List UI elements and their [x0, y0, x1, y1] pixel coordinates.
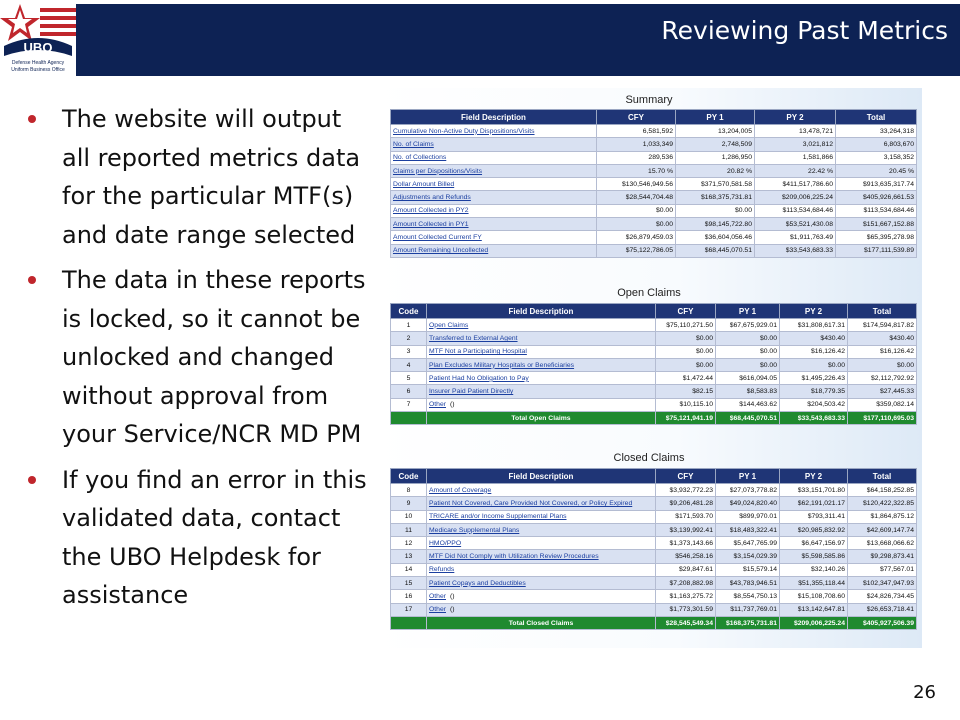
- value-cell: $0.00: [656, 345, 716, 358]
- field-description-cell: [427, 563, 656, 576]
- field-link[interactable]: Amount Collected Current FY: [391, 231, 597, 244]
- total-value: $75,121,941.19: [656, 412, 716, 425]
- value-cell: 13,478,721: [755, 125, 836, 138]
- value-cell: $15,108,708.60: [780, 590, 848, 603]
- column-header: PY 2: [780, 304, 848, 319]
- open-claims-table: [390, 303, 917, 425]
- table-row: [391, 537, 917, 550]
- table-row: [391, 497, 917, 510]
- code-cell: 5: [391, 372, 427, 385]
- total-value: $177,110,695.03: [848, 412, 917, 425]
- other-suffix: (): [450, 593, 455, 601]
- column-header: Code: [391, 304, 427, 319]
- table-row: [391, 577, 917, 590]
- value-cell: $102,347,947.93: [848, 577, 917, 590]
- field-description-cell: [427, 577, 656, 590]
- value-cell: $1,472.44: [656, 372, 716, 385]
- value-cell: $0.00: [716, 358, 780, 371]
- table-row: [391, 345, 917, 358]
- value-cell: $0.00: [676, 204, 755, 217]
- value-cell: $1,163,275.72: [656, 590, 716, 603]
- field-link[interactable]: Patient Copays and Deductibles: [429, 579, 526, 587]
- field-link[interactable]: Transferred to External Agent: [429, 334, 518, 342]
- empty-cell: [391, 616, 427, 629]
- table-row: [391, 151, 917, 164]
- bullet-item: The data in these reports is locked, so it cannot be unlocked and changed without approval from your Service/NCR MD PM: [28, 261, 373, 454]
- total-value: $209,006,225.24: [780, 616, 848, 629]
- bullet-item: The website will output all reported metrics data for the particular MTF(s) and date range selected: [28, 100, 373, 254]
- value-cell: $8,554,750.13: [716, 590, 780, 603]
- bullet-dot-icon: [28, 115, 36, 123]
- value-cell: $65,395,278.98: [836, 231, 917, 244]
- total-row: [391, 412, 917, 425]
- field-link[interactable]: Patient Not Covered, Care Provided Not Covered, or Policy Expired: [429, 499, 633, 507]
- table-row: [391, 385, 917, 398]
- code-cell: 6: [391, 385, 427, 398]
- code-cell: 12: [391, 537, 427, 550]
- field-description-cell: [427, 372, 656, 385]
- value-cell: $151,667,152.88: [836, 218, 917, 231]
- value-cell: $68,445,070.51: [676, 244, 755, 257]
- value-cell: 3,021,812: [755, 138, 836, 151]
- summary-table: [390, 109, 917, 258]
- value-cell: 1,581,866: [755, 151, 836, 164]
- field-link[interactable]: Plan Excludes Military Hospitals or Beneficiaries: [429, 361, 575, 369]
- total-value: $68,445,070.51: [716, 412, 780, 425]
- value-cell: $75,122,786.05: [597, 244, 676, 257]
- value-cell: $28,544,704.48: [597, 191, 676, 204]
- field-link[interactable]: Open Claims: [429, 321, 469, 329]
- code-cell: 13: [391, 550, 427, 563]
- empty-cell: [391, 412, 427, 425]
- value-cell: $913,635,317.74: [836, 178, 917, 191]
- value-cell: $77,567.01: [848, 563, 917, 576]
- value-cell: $0.00: [716, 345, 780, 358]
- field-link[interactable]: Other: [429, 401, 446, 409]
- field-description-cell: [427, 510, 656, 523]
- value-cell: $5,598,585.86: [780, 550, 848, 563]
- field-link[interactable]: Dollar Amount Billed: [391, 178, 597, 191]
- field-link[interactable]: Amount of Coverage: [429, 486, 492, 494]
- value-cell: $26,879,459.03: [597, 231, 676, 244]
- total-value: $405,927,506.39: [848, 616, 917, 629]
- total-label: Total Open Claims: [427, 412, 656, 425]
- value-cell: $27,073,778.82: [716, 484, 780, 497]
- field-description-cell: [427, 484, 656, 497]
- svg-text:UBO: UBO: [23, 40, 53, 55]
- field-link[interactable]: Insurer Paid Patient Directly: [429, 388, 514, 396]
- field-description-cell: [427, 550, 656, 563]
- value-cell: $3,154,029.39: [716, 550, 780, 563]
- slide-title: Reviewing Past Metrics: [661, 16, 948, 45]
- table-row: [391, 550, 917, 563]
- value-cell: $1,864,875.12: [848, 510, 917, 523]
- value-cell: 6,803,670: [836, 138, 917, 151]
- value-cell: $0.00: [716, 332, 780, 345]
- value-cell: $29,847.61: [656, 563, 716, 576]
- value-cell: $0.00: [780, 358, 848, 371]
- column-header: Total: [836, 110, 917, 125]
- field-description-cell: [427, 319, 656, 332]
- value-cell: $5,647,765.99: [716, 537, 780, 550]
- value-cell: $33,151,701.80: [780, 484, 848, 497]
- column-header: PY 1: [676, 110, 755, 125]
- value-cell: $67,675,929.01: [716, 319, 780, 332]
- code-cell: 3: [391, 345, 427, 358]
- field-description-cell: [427, 603, 656, 616]
- value-cell: $204,503.42: [780, 398, 848, 411]
- bullet-dot-icon: [28, 276, 36, 284]
- field-link[interactable]: MTF Not a Participating Hospital: [429, 348, 527, 356]
- field-description-cell: [427, 358, 656, 371]
- summary-title: Summary: [625, 94, 673, 106]
- code-cell: 10: [391, 510, 427, 523]
- value-cell: $3,932,772.23: [656, 484, 716, 497]
- field-link[interactable]: No. of Collections: [391, 151, 597, 164]
- closed-claims-table: [390, 468, 917, 630]
- code-cell: 4: [391, 358, 427, 371]
- column-header: Field Description: [391, 110, 597, 125]
- column-header: CFY: [656, 304, 716, 319]
- value-cell: $75,110,271.50: [656, 319, 716, 332]
- code-cell: 15: [391, 577, 427, 590]
- field-link[interactable]: Medicare Supplemental Plans: [429, 526, 520, 534]
- table-row: [391, 603, 917, 616]
- value-cell: 15.70 %: [597, 164, 676, 177]
- column-header: PY 1: [716, 304, 780, 319]
- open-claims-title: Open Claims: [617, 287, 681, 299]
- field-link[interactable]: TRICARE and/or Income Supplemental Plans: [429, 513, 567, 521]
- value-cell: $171,593.70: [656, 510, 716, 523]
- field-link[interactable]: Other: [429, 593, 446, 601]
- value-cell: $411,517,786.60: [755, 178, 836, 191]
- value-cell: $0.00: [848, 358, 917, 371]
- table-row: [391, 244, 917, 257]
- field-link[interactable]: Amount Remaining Uncollected: [391, 244, 597, 257]
- table-row: [391, 125, 917, 138]
- value-cell: $0.00: [597, 218, 676, 231]
- code-cell: 2: [391, 332, 427, 345]
- column-header: Field Description: [427, 304, 656, 319]
- total-value: $28,545,549.34: [656, 616, 716, 629]
- value-cell: $174,594,817.82: [848, 319, 917, 332]
- other-suffix: (): [450, 606, 455, 614]
- field-link[interactable]: Claims per Dispositions/Visits: [391, 164, 597, 177]
- value-cell: $793,311.41: [780, 510, 848, 523]
- value-cell: $64,158,252.85: [848, 484, 917, 497]
- value-cell: $24,826,734.45: [848, 590, 917, 603]
- field-description-cell: [427, 523, 656, 536]
- table-row: [391, 523, 917, 536]
- table-row: [391, 218, 917, 231]
- value-cell: $36,604,056.46: [676, 231, 755, 244]
- value-cell: $430.40: [848, 332, 917, 345]
- value-cell: 20.45 %: [836, 164, 917, 177]
- table-row: [391, 590, 917, 603]
- column-header: PY 1: [716, 469, 780, 484]
- value-cell: $49,024,820.40: [716, 497, 780, 510]
- value-cell: $13,142,647.81: [780, 603, 848, 616]
- total-row: [391, 616, 917, 629]
- value-cell: $98,145,722.80: [676, 218, 755, 231]
- value-cell: 6,581,592: [597, 125, 676, 138]
- value-cell: $18,779.35: [780, 385, 848, 398]
- value-cell: $113,534,684.46: [836, 204, 917, 217]
- value-cell: $8,583.83: [716, 385, 780, 398]
- value-cell: $209,006,225.24: [755, 191, 836, 204]
- column-header: Field Description: [427, 469, 656, 484]
- table-row: [391, 231, 917, 244]
- field-link[interactable]: HMO/PPO: [429, 539, 462, 547]
- table-row: [391, 372, 917, 385]
- slide-header: [0, 0, 960, 76]
- bullet-dot-icon: [28, 476, 36, 484]
- ubo-logo: [0, 0, 76, 76]
- header-bar: [76, 4, 960, 76]
- value-cell: $15,579.14: [716, 563, 780, 576]
- value-cell: $0.00: [597, 204, 676, 217]
- value-cell: $6,647,156.97: [780, 537, 848, 550]
- value-cell: $405,926,661.53: [836, 191, 917, 204]
- bullet-list: [28, 100, 373, 622]
- svg-text:Uniform Business Office: Uniform Business Office: [11, 67, 65, 73]
- table-row: [391, 510, 917, 523]
- value-cell: $82.15: [656, 385, 716, 398]
- value-cell: $20,985,832.92: [780, 523, 848, 536]
- table-row: [391, 178, 917, 191]
- field-link[interactable]: Refunds: [429, 566, 455, 574]
- field-description-cell: [427, 398, 656, 411]
- column-header: Total: [848, 469, 917, 484]
- value-cell: $3,139,992.41: [656, 523, 716, 536]
- value-cell: $7,208,882.98: [656, 577, 716, 590]
- field-link[interactable]: MTF Did Not Comply with Utilization Review Procedures: [429, 553, 599, 561]
- value-cell: $130,546,949.56: [597, 178, 676, 191]
- value-cell: $13,668,066.62: [848, 537, 917, 550]
- field-link[interactable]: Patient Had No Obligation to Pay: [429, 374, 529, 382]
- value-cell: $42,609,147.74: [848, 523, 917, 536]
- value-cell: $899,970.01: [716, 510, 780, 523]
- value-cell: $62,191,021.17: [780, 497, 848, 510]
- column-header: Code: [391, 469, 427, 484]
- value-cell: $26,653,718.41: [848, 603, 917, 616]
- value-cell: $359,082.14: [848, 398, 917, 411]
- field-link[interactable]: Amount Collected in PY1: [391, 218, 597, 231]
- table-row: [391, 398, 917, 411]
- value-cell: $430.40: [780, 332, 848, 345]
- value-cell: $9,298,873.41: [848, 550, 917, 563]
- value-cell: $32,140.26: [780, 563, 848, 576]
- value-cell: $168,375,731.81: [676, 191, 755, 204]
- field-description-cell: [427, 385, 656, 398]
- field-link[interactable]: Adjustments and Refunds: [391, 191, 597, 204]
- value-cell: 33,264,318: [836, 125, 917, 138]
- table-row: [391, 204, 917, 217]
- code-cell: 9: [391, 497, 427, 510]
- value-cell: $371,570,581.58: [676, 178, 755, 191]
- value-cell: $43,783,946.51: [716, 577, 780, 590]
- value-cell: $9,206,481.28: [656, 497, 716, 510]
- closed-claims-title: Closed Claims: [613, 452, 685, 464]
- code-cell: 14: [391, 563, 427, 576]
- page-number: 26: [913, 682, 936, 703]
- value-cell: 20.82 %: [676, 164, 755, 177]
- value-cell: 3,158,352: [836, 151, 917, 164]
- value-cell: $177,111,539.89: [836, 244, 917, 257]
- field-description-cell: [427, 497, 656, 510]
- value-cell: $113,534,684.46: [755, 204, 836, 217]
- value-cell: $0.00: [656, 332, 716, 345]
- value-cell: $2,112,792.92: [848, 372, 917, 385]
- bullet-item: If you find an error in this validated data, contact the UBO Helpdesk for assistance: [28, 461, 373, 615]
- table-row: [391, 138, 917, 151]
- table-row: [391, 191, 917, 204]
- value-cell: $27,445.33: [848, 385, 917, 398]
- table-row: [391, 164, 917, 177]
- value-cell: $144,463.62: [716, 398, 780, 411]
- value-cell: $11,737,769.01: [716, 603, 780, 616]
- svg-text:Defense Health Agency: Defense Health Agency: [11, 60, 65, 66]
- total-value: $168,375,731.81: [716, 616, 780, 629]
- value-cell: $16,126.42: [848, 345, 917, 358]
- value-cell: $1,911,763.49: [755, 231, 836, 244]
- table-row: [391, 563, 917, 576]
- value-cell: 289,536: [597, 151, 676, 164]
- column-header: PY 2: [780, 469, 848, 484]
- field-description-cell: [427, 332, 656, 345]
- field-link[interactable]: No. of Claims: [391, 138, 597, 151]
- column-header: CFY: [597, 110, 676, 125]
- code-cell: 17: [391, 603, 427, 616]
- code-cell: 8: [391, 484, 427, 497]
- value-cell: $120,422,322.85: [848, 497, 917, 510]
- table-row: [391, 319, 917, 332]
- value-cell: $31,808,617.31: [780, 319, 848, 332]
- total-label: Total Closed Claims: [427, 616, 656, 629]
- field-description-cell: [427, 590, 656, 603]
- value-cell: $1,373,143.66: [656, 537, 716, 550]
- field-description-cell: [427, 537, 656, 550]
- value-cell: 1,286,950: [676, 151, 755, 164]
- value-cell: 22.42 %: [755, 164, 836, 177]
- value-cell: 13,204,005: [676, 125, 755, 138]
- value-cell: $546,258.16: [656, 550, 716, 563]
- field-link[interactable]: Amount Collected in PY2: [391, 204, 597, 217]
- value-cell: 1,033,349: [597, 138, 676, 151]
- column-header: Total: [848, 304, 917, 319]
- table-row: [391, 332, 917, 345]
- total-value: $33,543,683.33: [780, 412, 848, 425]
- column-header: PY 2: [755, 110, 836, 125]
- other-suffix: (): [450, 401, 455, 409]
- value-cell: $10,115.10: [656, 398, 716, 411]
- value-cell: $0.00: [656, 358, 716, 371]
- value-cell: $33,543,683.33: [755, 244, 836, 257]
- field-link[interactable]: Cumulative Non-Active Duty Dispositions/Visits: [391, 125, 597, 138]
- code-cell: 11: [391, 523, 427, 536]
- value-cell: $1,773,301.59: [656, 603, 716, 616]
- value-cell: $1,495,226.43: [780, 372, 848, 385]
- field-link[interactable]: Other: [429, 606, 446, 614]
- value-cell: $616,094.05: [716, 372, 780, 385]
- field-description-cell: [427, 345, 656, 358]
- value-cell: 2,748,509: [676, 138, 755, 151]
- table-row: [391, 484, 917, 497]
- table-row: [391, 358, 917, 371]
- column-header: CFY: [656, 469, 716, 484]
- code-cell: 1: [391, 319, 427, 332]
- value-cell: $16,126.42: [780, 345, 848, 358]
- code-cell: 16: [391, 590, 427, 603]
- code-cell: 7: [391, 398, 427, 411]
- metrics-report-screenshot: [376, 88, 922, 648]
- value-cell: $53,521,430.08: [755, 218, 836, 231]
- value-cell: $51,355,118.44: [780, 577, 848, 590]
- value-cell: $18,483,322.41: [716, 523, 780, 536]
